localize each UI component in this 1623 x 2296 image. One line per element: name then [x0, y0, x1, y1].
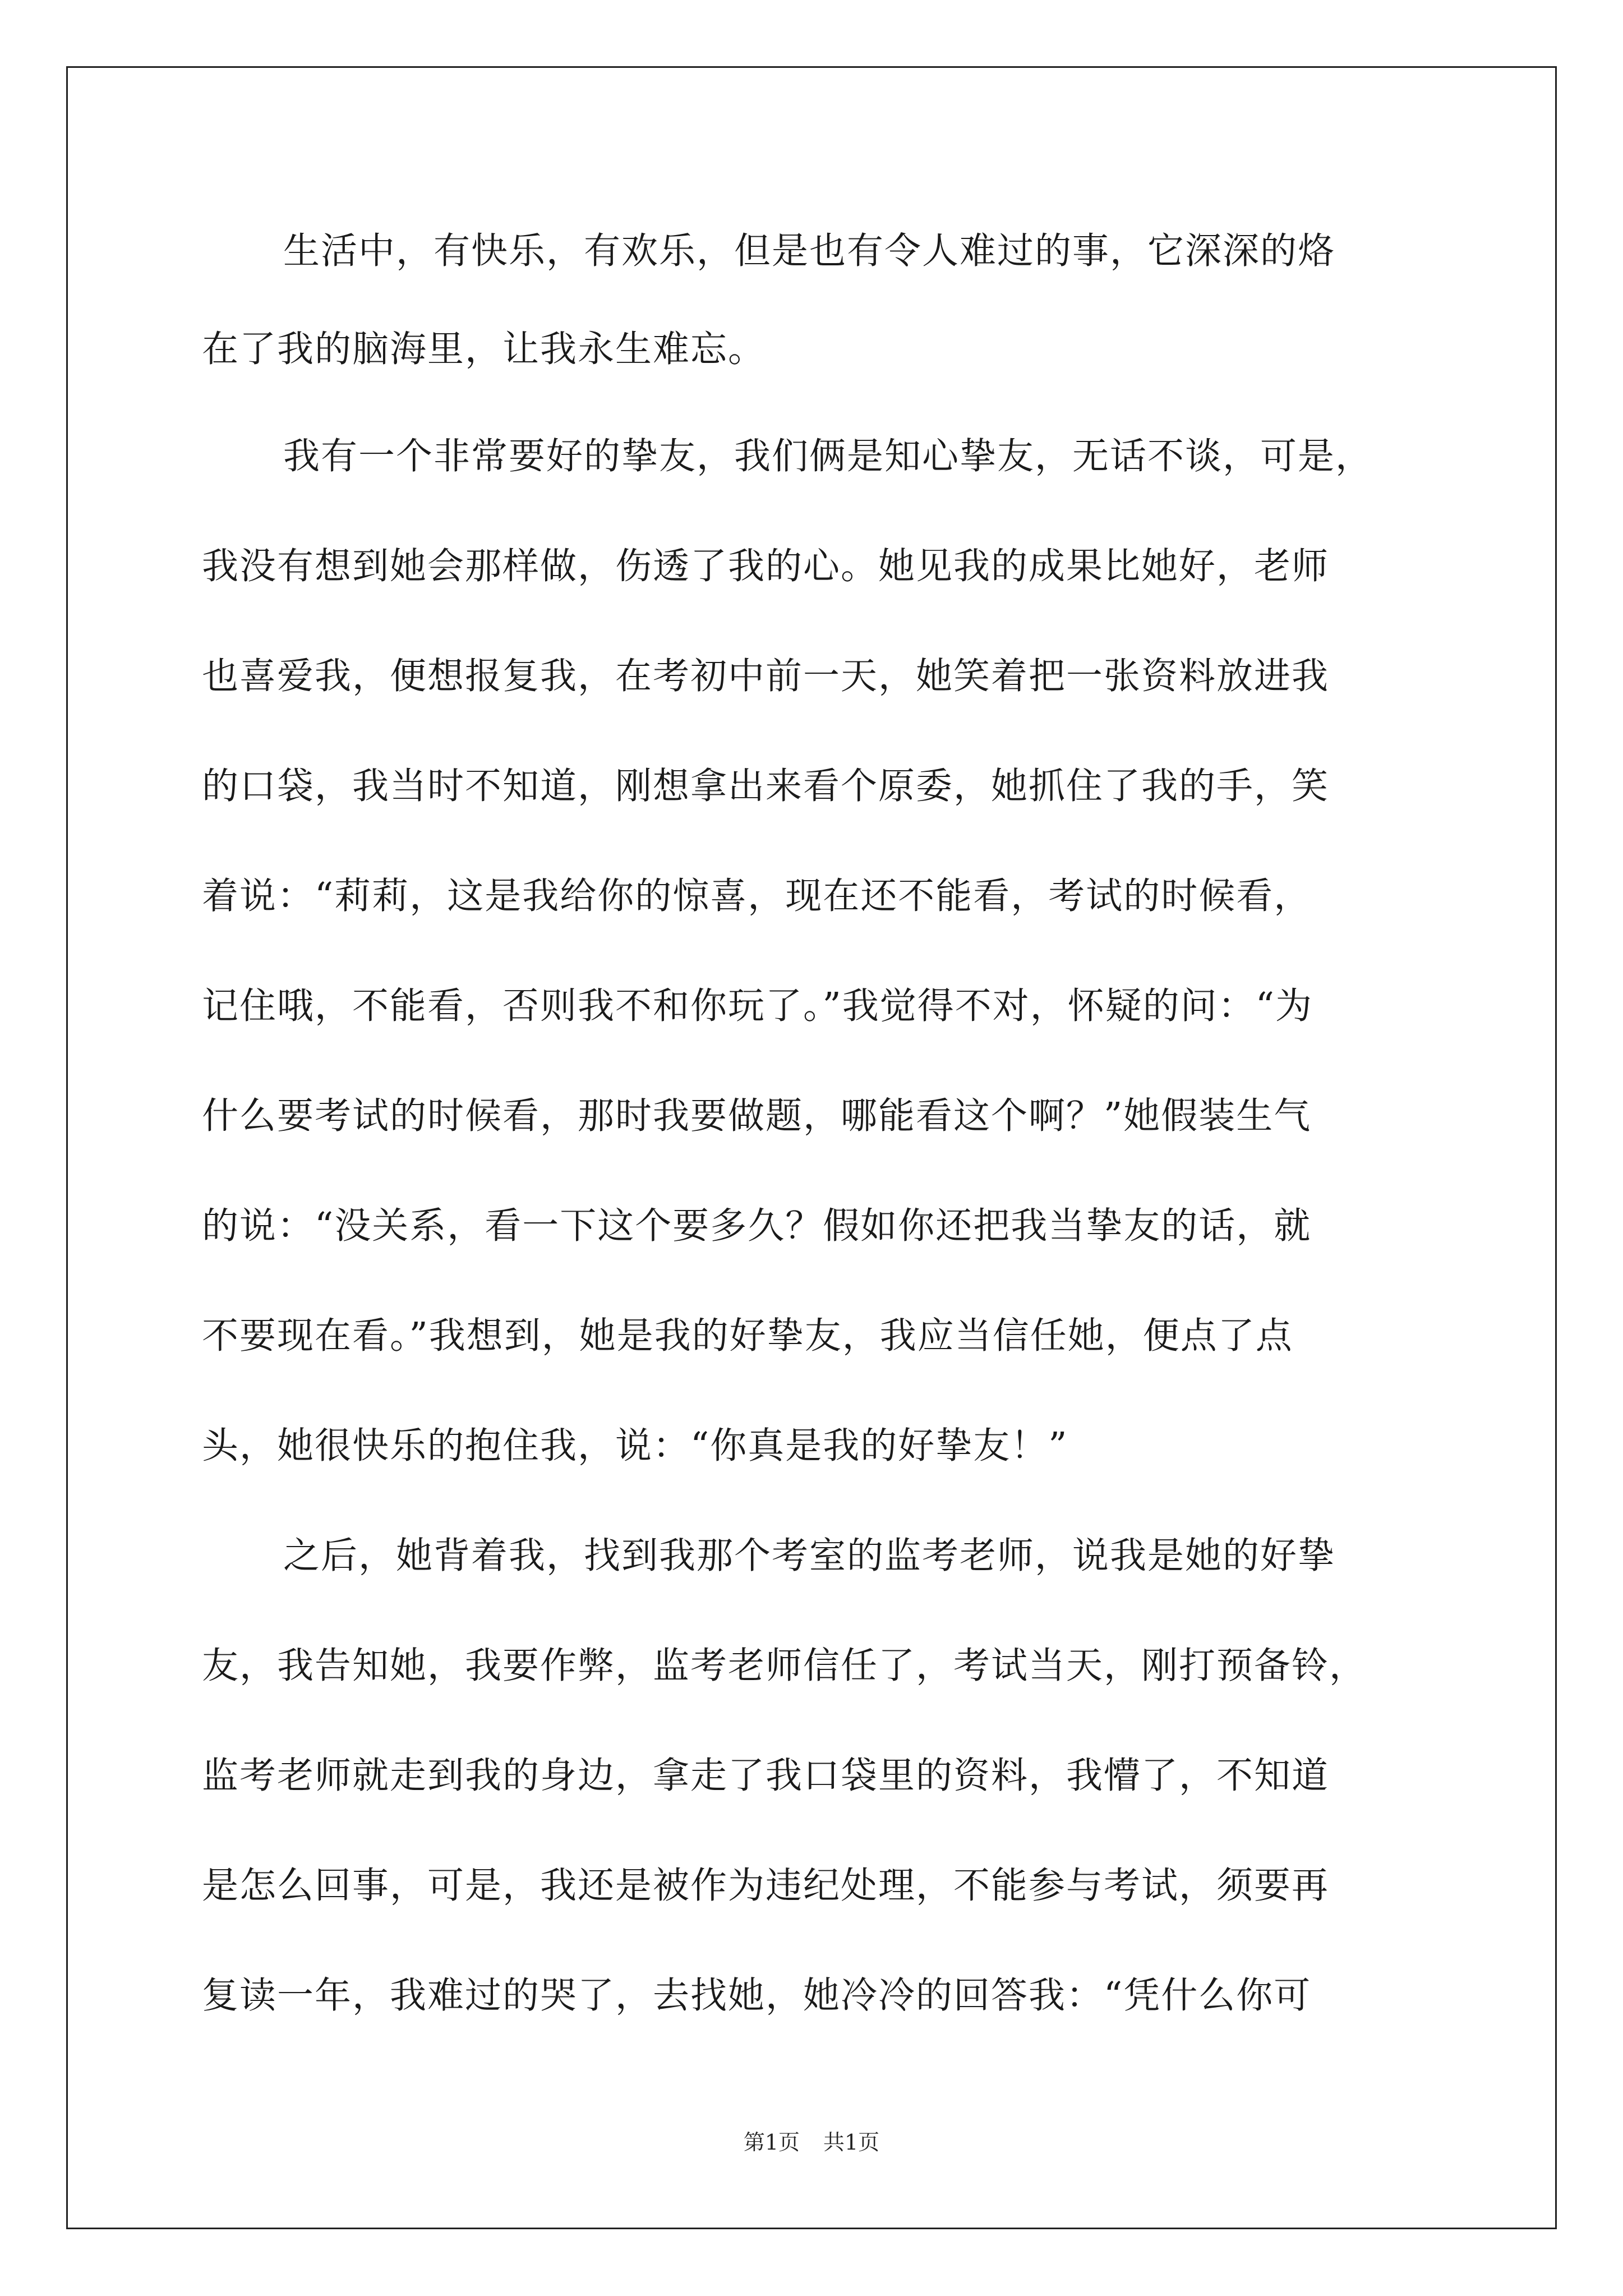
text-line: 友，我告知她，我要作弊，监考老师信任了，考试当天，刚打预备铃，	[202, 1645, 1367, 1687]
text-line: 着说：“莉莉，这是我给你的惊喜，现在还不能看，考试的时候看，	[202, 875, 1312, 917]
text-line: 复读一年，我难过的哭了，去找她，她冷冷的回答我：“凭什么你可	[202, 1975, 1312, 2017]
text-line: 之后，她背着我，找到我那个考室的监考老师，说我是她的好挚	[283, 1535, 1336, 1577]
text-line: 生活中，有快乐，有欢乐，但是也有令人难过的事，它深深的烙	[283, 230, 1336, 272]
text-line: 是怎么回事，可是，我还是被作为违纪处理，不能参与考试，须要再	[202, 1865, 1330, 1907]
text-line: 监考老师就走到我的身边，拿走了我口袋里的资料，我懵了，不知道	[202, 1755, 1330, 1797]
page-footer	[0, 2129, 1623, 2156]
text-line: 的说：“没关系，看一下这个要多久？假如你还把我当挚友的话，就	[202, 1205, 1312, 1247]
text-line: 也喜爱我，便想报复我，在考初中前一天，她笑着把一张资料放进我	[202, 655, 1330, 697]
text-line: 的口袋，我当时不知道，刚想拿出来看个原委，她抓住了我的手，笑	[202, 765, 1330, 807]
text-line: 我没有想到她会那样做，伤透了我的心。她见我的成果比她好，老师	[202, 545, 1330, 587]
text-line: 什么要考试的时候看，那时我要做题，哪能看这个啊？”她假装生气	[202, 1095, 1312, 1137]
page-number: 第1页	[743, 2130, 800, 2155]
text-line: 不要现在看。”我想到，她是我的好挚友，我应当信任她，便点了点	[202, 1315, 1293, 1357]
text-line: 在了我的脑海里，让我永生难忘。	[202, 328, 766, 370]
page-total: 共1页	[823, 2130, 880, 2155]
text-line: 记住哦，不能看，否则我不和你玩了。”我觉得不对，怀疑的问：“为	[202, 985, 1313, 1027]
text-line: 我有一个非常要好的挚友，我们俩是知心挚友，无话不谈，可是，	[283, 435, 1373, 477]
text-line: 头，她很快乐的抱住我，说：“你真是我的好挚友！”	[202, 1425, 1068, 1467]
